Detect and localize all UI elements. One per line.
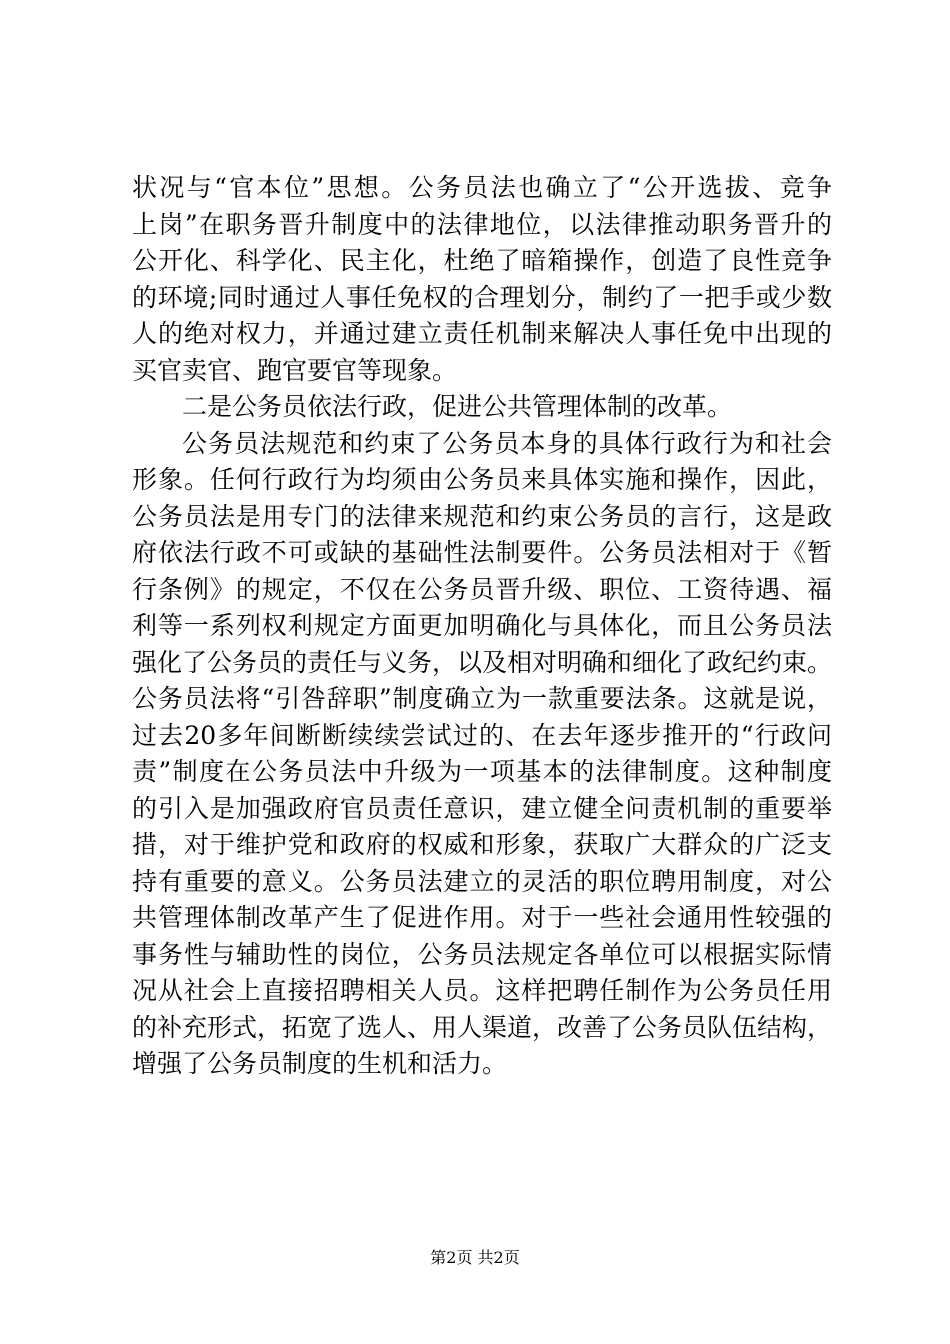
paragraph-2-line: 事务性与辅助性的岗位，公务员法规定各单位可以根据实际情	[132, 939, 832, 969]
document-body	[132, 170, 832, 1083]
paragraph-2-line: 形象。任何行政行为均须由公务员来具体实施和操作，因此，	[132, 465, 832, 494]
paragraph-2-line: 措，对于维护党和政府的权威和形象，获取广大群众的广泛支	[132, 830, 832, 859]
paragraph-2-line: 府依法行政不可或缺的基础性法制要件。公务员法相对于《暂	[132, 538, 832, 567]
section-heading: 二是公务员依法行政，促进公共管理体制的改革。	[182, 392, 733, 421]
page-number-footer: 第2页 共2页	[430, 1248, 520, 1267]
paragraph-2-line: 责”制度在公务员法中升级为一项基本的法律制度。这种制度	[132, 757, 832, 786]
paragraph-1-line: 状况与“官本位”思想。公务员法也确立了“公开选拔、竞争	[132, 173, 832, 202]
paragraph-2-line: 的补充形式，拓宽了选人、用人渠道，改善了公务员队伍结构，	[132, 1012, 833, 1042]
paragraph-2-line: 利等一系列权利规定方面更加明确化与具体化，而且公务员法	[132, 611, 832, 640]
paragraph-1-line: 买官卖官、跑官要官等现象。	[132, 355, 458, 385]
paragraph-2-line: 增强了公务员制度的生机和活力。	[132, 1049, 508, 1078]
paragraph-2-line: 公务员法是用专门的法律来规范和约束公务员的言行，这是政	[132, 501, 832, 531]
paragraph-1-line: 上岗”在职务晋升制度中的法律地位，以法律推动职务晋升的	[132, 209, 832, 239]
paragraph-2-line: 行条例》的规定，不仅在公务员晋升级、职位、工资待遇、福	[132, 574, 832, 604]
paragraph-2-line: 况从社会上直接招聘相关人员。这样把聘任制作为公务员任用	[132, 976, 832, 1005]
paragraph-2-line: 公务员法规范和约束了公务员本身的具体行政行为和社会	[182, 428, 832, 458]
paragraph-2-line: 的引入是加强政府官员责任意识，建立健全问责机制的重要举	[132, 793, 832, 823]
paragraph-2-line: 过去20多年间断断续续尝试过的、在去年逐步推开的“行政问	[132, 720, 832, 750]
paragraph-1-line: 的环境;同时通过人事任免权的合理划分，制约了一把手或少数	[132, 282, 832, 312]
paragraph-2-line: 强化了公务员的责任与义务，以及相对明确和细化了政纪约束。	[132, 647, 833, 677]
paragraph-2-line: 持有重要的意义。公务员法建立的灵活的职位聘用制度，对公	[132, 866, 832, 896]
paragraph-1-line: 人的绝对权力，并通过建立责任机制来解决人事任免中出现的	[132, 319, 832, 348]
paragraph-1-line: 公开化、科学化、民主化，杜绝了暗箱操作，创造了良性竞争	[132, 246, 832, 275]
paragraph-2-line: 公务员法将“引咎辞职”制度确立为一款重要法条。这就是说，	[132, 684, 832, 713]
paragraph-2-line: 共管理体制改革产生了促进作用。对于一些社会通用性较强的	[132, 903, 832, 932]
